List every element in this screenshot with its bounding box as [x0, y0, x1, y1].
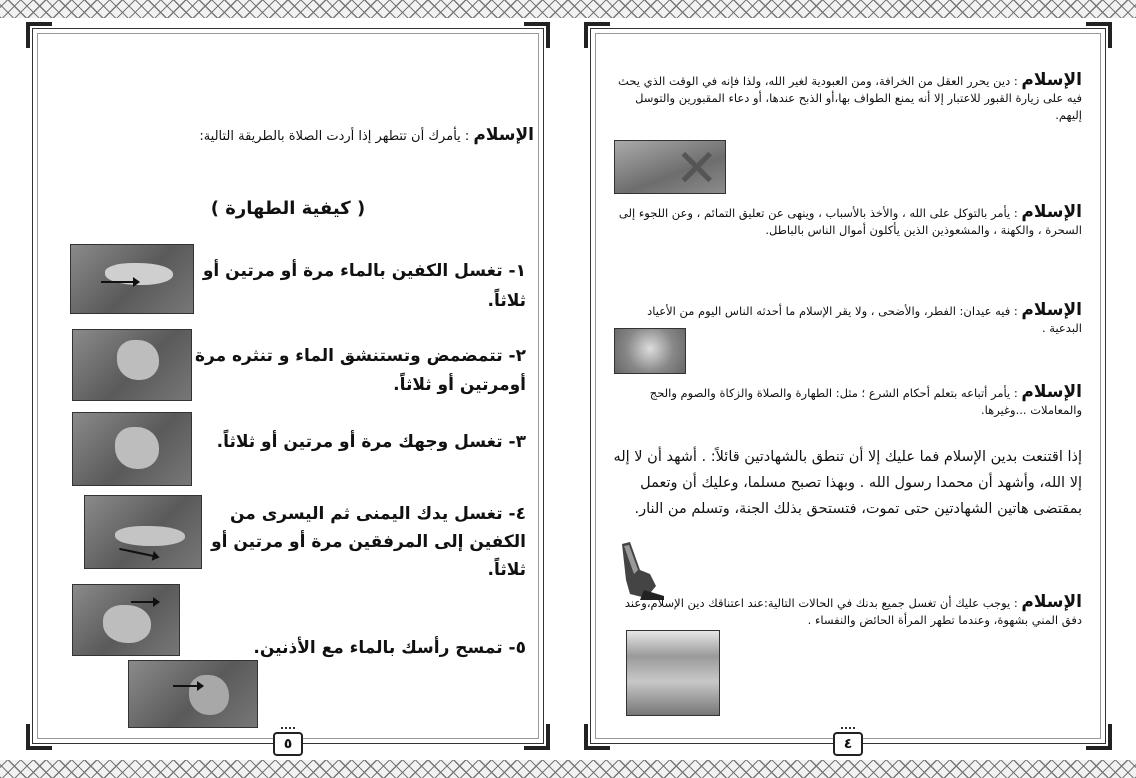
frame-corner: [26, 724, 52, 750]
paragraph-text: : فيه عيدان: الفطر، والأضحى ، ولا يقر الإسلام ما أحدثه الناس اليوم من الأعياد البدعية .: [647, 304, 1082, 335]
step-4: ٤- تغسل يدك اليمنى ثم اليسرى من الكفين إلى المرفقين مرة أو مرتين أو ثلاثاً.: [211, 504, 526, 580]
festival-photo: [614, 328, 686, 374]
step-5: ٥- تمسح رأسك بالماء مع الأذنين.: [253, 638, 526, 658]
right-page: [578, 22, 1118, 758]
paragraph-text: : يأمر أتباعه بتعلم أحكام الشرع ؛ مثل: الطهارة والصلاة والزكاة والصوم والحج والمعاملات ...وغيرها.: [649, 386, 1082, 417]
page-number: ٤: [833, 732, 863, 756]
frame-corner: [584, 724, 610, 750]
frame-corner: [1086, 724, 1112, 750]
keyword: الإسلام: [1021, 70, 1082, 90]
step-photo-mouth: [72, 329, 192, 401]
step-photo-hands: [70, 244, 194, 314]
keyword: الإسلام: [1021, 202, 1082, 222]
paragraph-5: [612, 594, 1082, 629]
frame-corner: [1086, 22, 1112, 48]
keyword: الإسلام: [1021, 300, 1082, 320]
x-mark-icon: ✕: [675, 140, 719, 194]
step-2: ٢- تتمضمض وتستنشق الماء و تنثره مرة أومرتين أو ثلاثاً.: [194, 346, 526, 395]
paragraph-text: : يوجب عليك أن تغسل جميع بدنك في الحالات التالية:عند اعتناقك دين الإسلام،وعند دفق المني بشهوة، وعندما تطهر المرأة الحائض والنفساء .: [624, 596, 1082, 627]
step-3: ٣- تغسل وجهك مرة أو مرتين أو ثلاثاً.: [216, 432, 526, 452]
paragraph-4: [612, 384, 1082, 419]
page-number: ٥: [273, 732, 303, 756]
frame-corner: [524, 22, 550, 48]
conclusion: إذا اقتنعت بدين الإسلام فما عليك إلا أن تنطق بالشهادتين قائلاً: . أشهد أن لا إله إلا الله، وأشهد أن محمدا رسول الله . وبهذا تصبح مسلما، وعليك أن وتعمل بمقتضى هاتين الشهادتين حتى تموت، فتستحق بذلك الجنة، وتسلم من النار.: [613, 449, 1082, 517]
frame-corner: [584, 22, 610, 48]
frame-corner: [26, 22, 52, 48]
paragraph-2: [612, 204, 1082, 239]
shrine-photo: [614, 140, 726, 194]
step-photo-face: [72, 412, 192, 486]
section-heading: ( كيفية الطهارة ): [210, 198, 366, 219]
keyword: الإسلام: [1021, 382, 1082, 402]
keyword: الإسلام: [473, 125, 534, 145]
intro-text: : يأمرك أن تتطهر إذا أردت الصلاة بالطريقة التالية:: [199, 129, 474, 144]
top-ornament-band: [0, 0, 1136, 18]
left-page: [20, 22, 556, 758]
step-photo-arms: [84, 495, 202, 569]
pointing-finger-icon: [616, 540, 666, 600]
intro-line: [50, 125, 534, 145]
step-photo-head: [72, 584, 180, 656]
paragraph-text: : دين يحرر العقل من الخرافة، ومن العبودية لغير الله، ولذا فإنه في الوقت الذي يحث فيه على زيارة القبور للاعتبار إلا أنه يمنع الطواف بها،أو الذبح عندها، أو دعاء المقبورين والتوسل إليهم.: [618, 74, 1082, 122]
bottom-ornament-band: [0, 760, 1136, 778]
paragraph-text: : يأمر بالتوكل على الله ، والأخذ بالأسباب ، وينهى عن تعليق التمائم ، وعن اللجوء إلى السحرة ، والكهنة ، والمشعوذين الذين يأكلون أموال الناس بالباطل.: [618, 206, 1082, 237]
shower-photo: [626, 630, 720, 716]
step-1: ١- تغسل الكفين بالماء مرة أو مرتين أو ثلاثاً.: [202, 261, 526, 311]
frame-corner: [524, 724, 550, 750]
keyword: الإسلام: [1021, 592, 1082, 612]
step-photo-ears: [128, 660, 258, 728]
paragraph-1: [612, 72, 1082, 124]
